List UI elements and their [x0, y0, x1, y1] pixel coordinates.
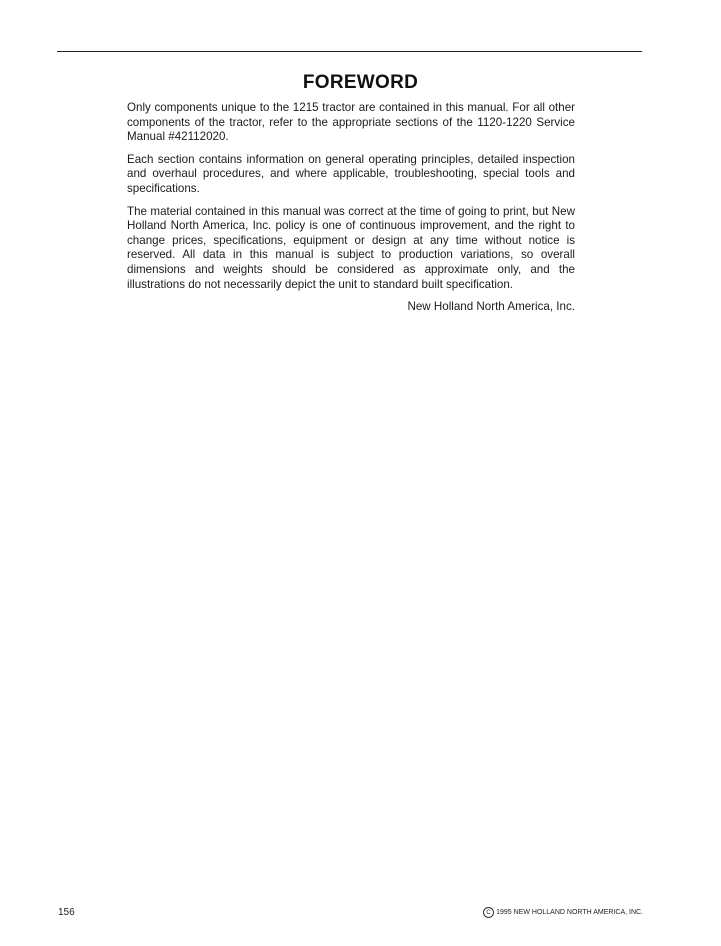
paragraph-scope: Only components unique to the 1215 tractor are contained in this manual. For all other components of the tractor, refer to the appropriate sections of the 1120-1220 Service Manual #42112020. [127, 101, 575, 144]
copyright-notice [483, 907, 643, 918]
copyright-icon: C [483, 907, 494, 918]
signature: New Holland North America, Inc. [407, 300, 575, 314]
page-title: FOREWORD [302, 72, 419, 93]
page-number: 156 [58, 907, 75, 918]
header-rule [57, 51, 642, 52]
copyright-text: 1995 NEW HOLLAND NORTH AMERICA, INC. [496, 909, 643, 916]
paragraph-sections: Each section contains information on general operating principles, detailed inspection and overhaul procedures, and where applicable, troubleshooting, special tools and specifications. [127, 152, 575, 195]
paragraph-disclaimer: The material contained in this manual was correct at the time of going to print, but New Holland North America, Inc. policy is one of continuous improvement, and the right to change prices, specifications, equipment or design at any time without notice is reserved. All data in this manual is subject to production variations, so overall dimensions and weights should be considered as approximate only, and the illustrations do not necessarily depict the unit to standard built specification. [127, 204, 575, 291]
foreword-body [127, 101, 575, 315]
